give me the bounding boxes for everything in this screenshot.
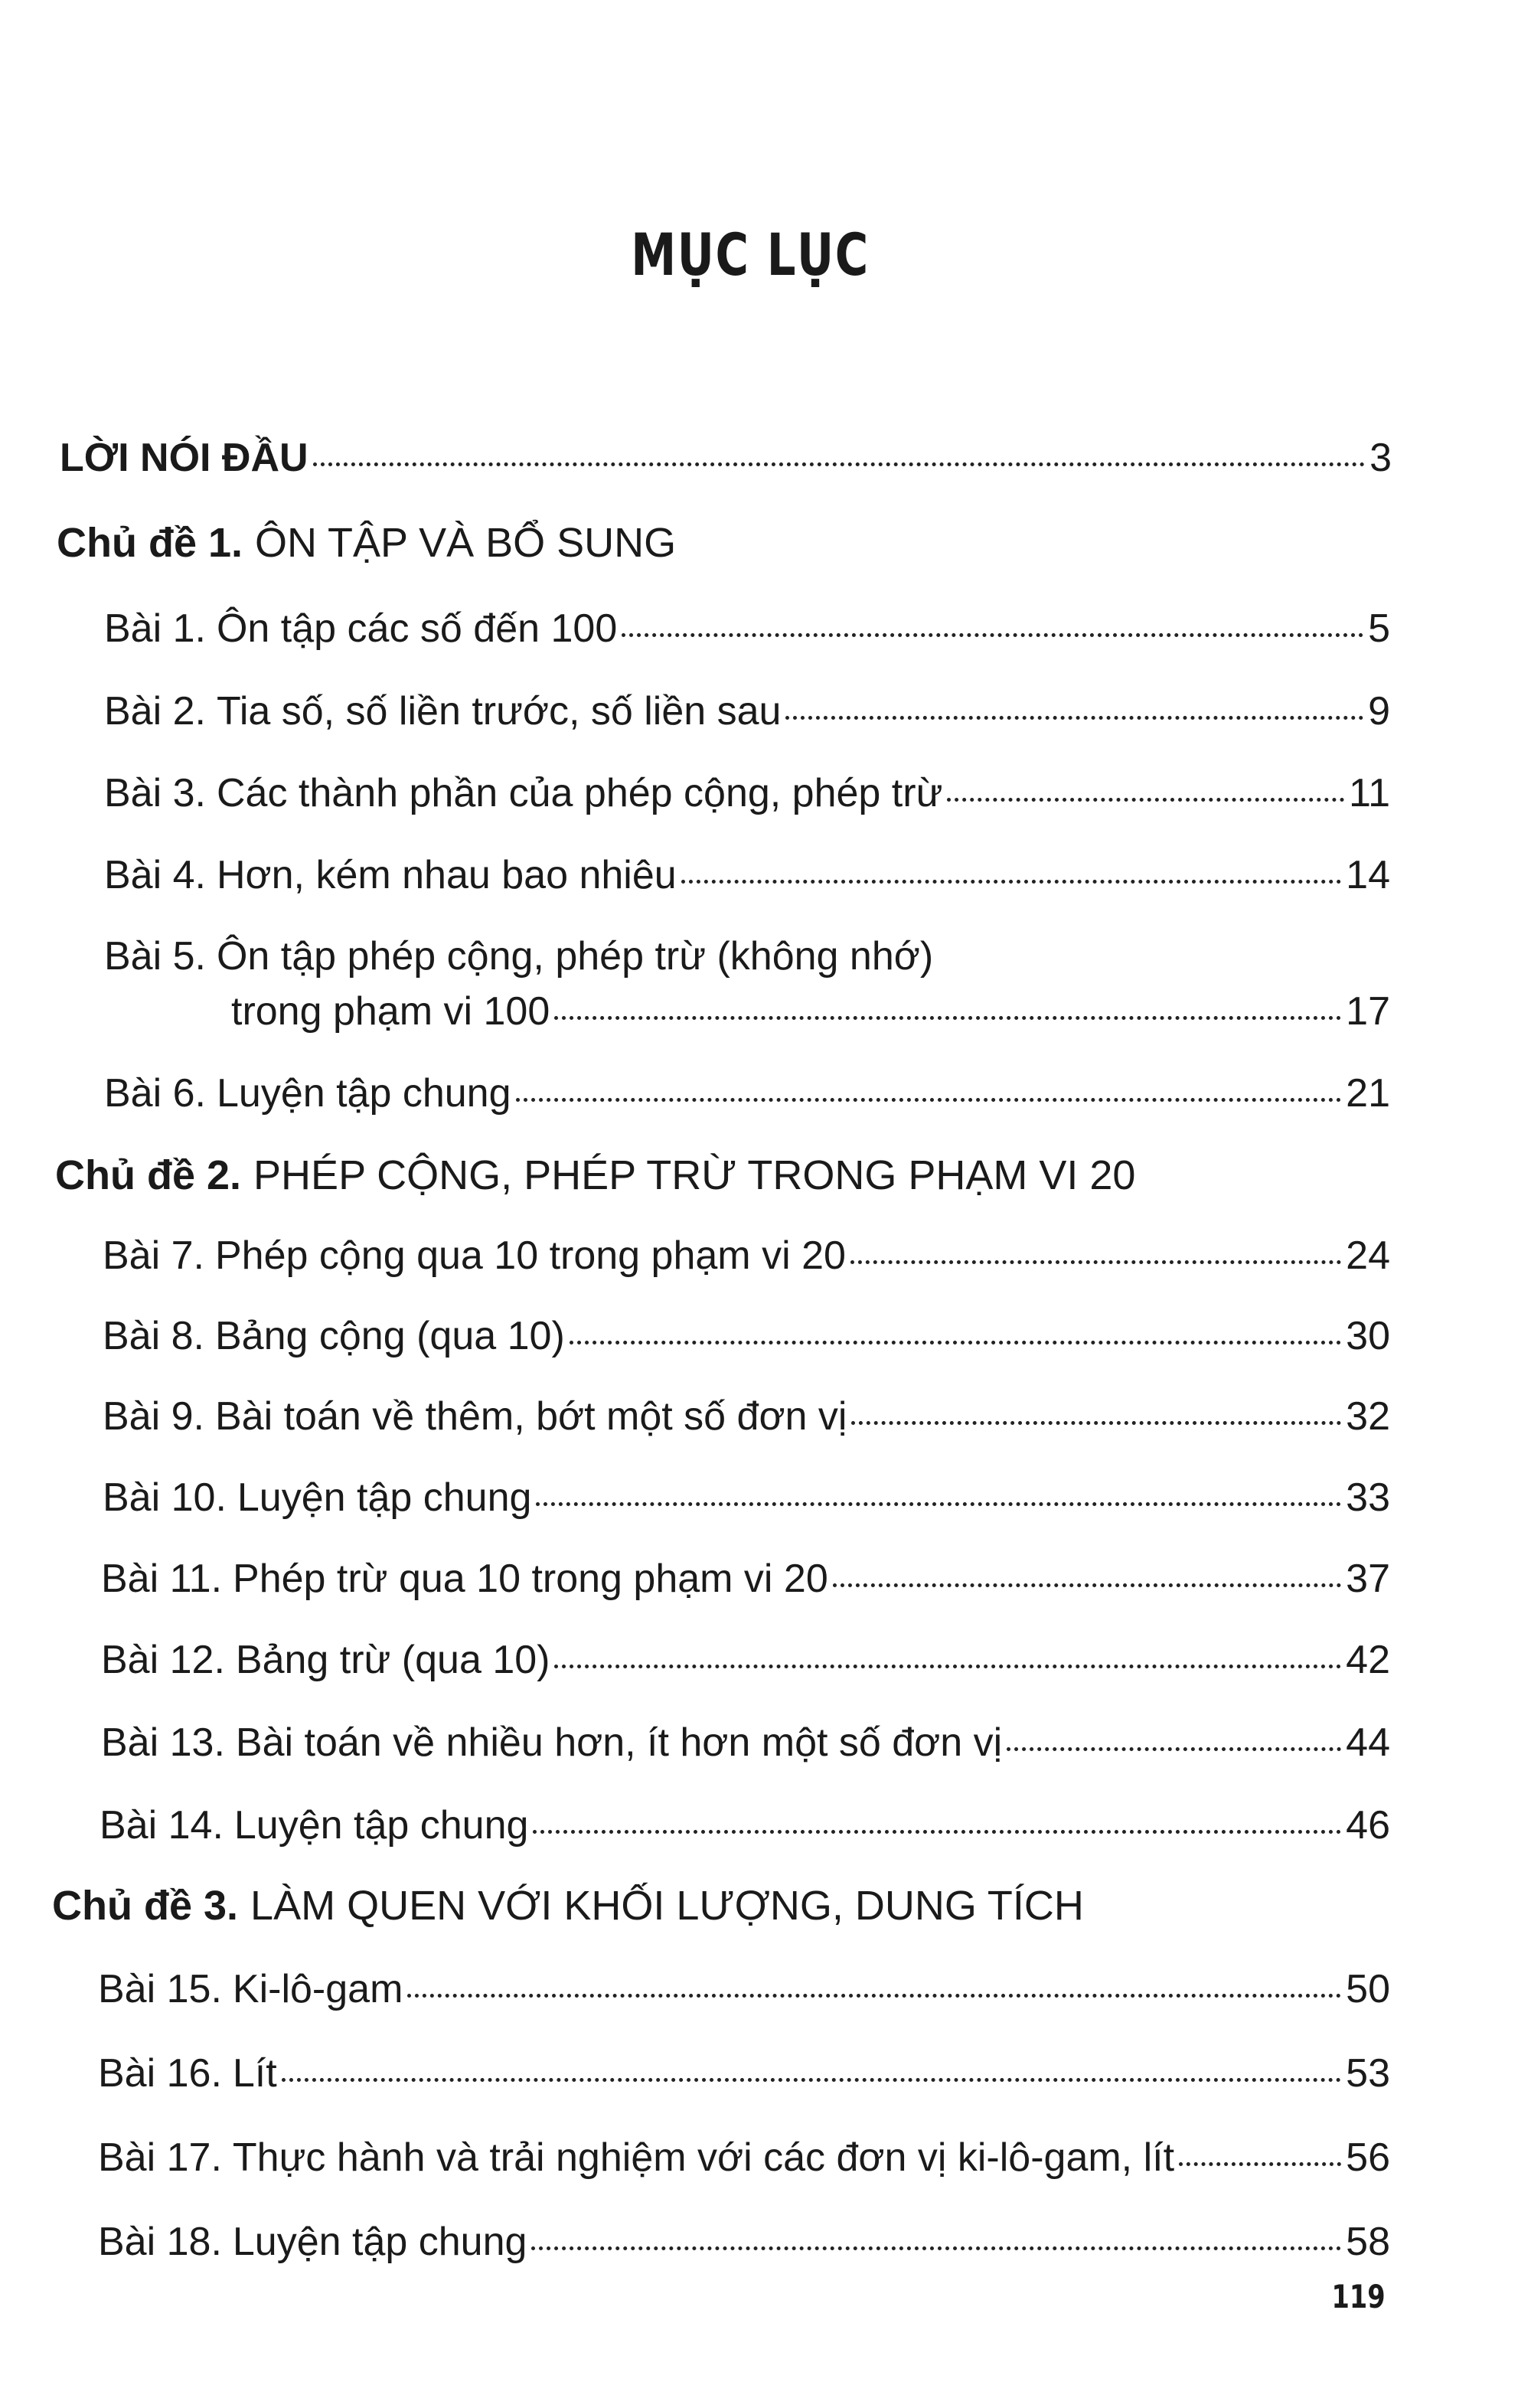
lesson-page: 9 [1368, 689, 1390, 734]
lesson-page: 14 [1346, 853, 1390, 897]
lesson-page: 44 [1346, 1720, 1390, 1765]
lesson-number: Bài 4. [104, 853, 206, 897]
dot-leader [554, 1016, 1341, 1020]
lesson-title: Ki-lô-gam [232, 1967, 403, 2011]
foreword-page: 3 [1369, 436, 1392, 480]
lesson-number: Bài 17. [98, 2135, 222, 2180]
lesson-page: 17 [1346, 989, 1390, 1034]
lesson-number: Bài 15. [98, 1967, 222, 2011]
lesson-number: Bài 12. [101, 1638, 225, 1682]
lesson-page: 37 [1346, 1557, 1390, 1601]
dot-leader [1179, 2162, 1341, 2166]
toc-entry-foreword [60, 438, 1392, 478]
lesson-title: Lít [232, 2051, 277, 2096]
lesson-title: Luyện tập chung [237, 1475, 532, 1520]
toc-entry-lesson-9 [103, 1394, 1390, 1439]
lesson-page: 53 [1346, 2051, 1390, 2096]
lesson-number: Bài 2. [104, 689, 206, 734]
lesson-title: Luyện tập chung [216, 1071, 511, 1116]
toc-entry-lesson-11 [101, 1559, 1390, 1599]
lesson-title: Ôn tập các số đến 100 [216, 606, 618, 651]
dot-leader [313, 462, 1366, 466]
lesson-title: Thực hành và trải nghiệm với các đơn vị ki-lô-gam, lít [232, 2135, 1175, 2180]
lesson-page: 33 [1346, 1475, 1390, 1520]
lesson-title: Bài toán về nhiều hơn, ít hơn một số đơn vị [235, 1720, 1003, 1765]
lesson-page: 5 [1368, 606, 1390, 651]
lesson-page: 42 [1346, 1638, 1390, 1682]
dot-leader [533, 1830, 1341, 1834]
dot-leader [1007, 1747, 1341, 1751]
lesson-number: Bài 16. [98, 2051, 222, 2096]
lesson-title: Bài toán về thêm, bớt một số đơn vị [214, 1394, 847, 1439]
toc-entry-lesson-6 [104, 1071, 1390, 1116]
lesson-number: Bài 10. [103, 1475, 227, 1520]
page-number: 119 [1331, 2278, 1386, 2315]
toc-entry-lesson-18 [98, 2222, 1390, 2262]
dot-leader [851, 1421, 1341, 1425]
lesson-number: Bài 7. [103, 1233, 204, 1278]
lesson-number: Bài 8. [103, 1314, 204, 1358]
dot-leader [681, 880, 1341, 884]
lesson-title: Phép trừ qua 10 trong phạm vi 20 [233, 1557, 828, 1601]
chapter-title: PHÉP CỘNG, PHÉP TRỪ TRONG PHẠM VI 20 [253, 1152, 1136, 1198]
lesson-page: 21 [1346, 1071, 1390, 1116]
toc-entry-lesson-1 [104, 606, 1390, 651]
lesson-page: 32 [1346, 1394, 1390, 1439]
chapter-label: Chủ đề 2. [55, 1152, 242, 1198]
dot-leader [516, 1098, 1342, 1102]
dot-leader [833, 1583, 1341, 1587]
lesson-page: 46 [1346, 1803, 1390, 1848]
lesson-title-continued: trong phạm vi 100 [231, 989, 550, 1034]
lesson-number: Bài 14. [100, 1803, 224, 1848]
lesson-page: 56 [1346, 2135, 1390, 2180]
lesson-number: Bài 11. [101, 1557, 223, 1601]
toc-entry-lesson-12 [101, 1640, 1390, 1680]
lesson-page: 50 [1346, 1967, 1390, 2011]
lesson-number: Bài 5. [104, 934, 206, 979]
toc-entry-lesson-17 [98, 2135, 1390, 2180]
toc-entry-lesson-10 [103, 1475, 1390, 1520]
lesson-title: Tia số, số liền trước, số liền sau [216, 689, 782, 734]
lesson-page: 30 [1346, 1314, 1390, 1358]
toc-entry-lesson-16 [98, 2051, 1390, 2096]
chapter-title: ÔN TẬP VÀ BỔ SUNG [255, 520, 677, 566]
lesson-title: Bảng trừ (qua 10) [235, 1638, 550, 1682]
chapter-label: Chủ đề 1. [57, 520, 243, 566]
lesson-title: Phép cộng qua 10 trong phạm vi 20 [214, 1233, 846, 1278]
toc-entry-lesson-13 [101, 1720, 1390, 1765]
chapter-title: LÀM QUEN VỚI KHỐI LƯỢNG, DUNG TÍCH [250, 1883, 1084, 1929]
lesson-title: Các thành phần của phép cộng, phép trừ [216, 771, 943, 815]
lesson-number: Bài 6. [104, 1071, 206, 1116]
dot-leader [622, 633, 1363, 637]
lesson-title: Ôn tập phép cộng, phép trừ (không nhớ) [216, 934, 934, 979]
chapter-label: Chủ đề 3. [52, 1883, 239, 1929]
toc-entry-lesson-14 [100, 1803, 1390, 1848]
lesson-title: Hơn, kém nhau bao nhiêu [216, 853, 677, 897]
toc-entry-lesson-2 [104, 689, 1390, 734]
dot-leader [282, 2078, 1341, 2082]
toc-entry-lesson-15 [98, 1969, 1390, 2009]
dot-leader [554, 1665, 1341, 1668]
foreword-label: LỜI NÓI ĐẦU [60, 436, 308, 480]
dot-leader [407, 1994, 1341, 1998]
chapter-heading-3 [52, 1883, 1084, 1929]
lesson-number: Bài 1. [104, 606, 206, 651]
page-title: MỤC LỤC [631, 221, 870, 289]
toc-entry-lesson-7 [103, 1233, 1390, 1278]
toc-entry-lesson-5-continued [231, 989, 1390, 1034]
toc-entry-lesson-5 [104, 934, 934, 979]
toc-entry-lesson-3 [104, 773, 1390, 813]
chapter-heading-2 [55, 1152, 1136, 1198]
dot-leader [947, 798, 1344, 802]
dot-leader [536, 1502, 1341, 1506]
toc-entry-lesson-8 [103, 1316, 1390, 1356]
lesson-page: 11 [1349, 771, 1390, 815]
lesson-title: Luyện tập chung [232, 2220, 527, 2264]
lesson-page: 58 [1346, 2220, 1390, 2264]
dot-leader [570, 1341, 1341, 1344]
lesson-title: Luyện tập chung [233, 1803, 529, 1848]
lesson-number: Bài 9. [103, 1394, 204, 1439]
toc-entry-lesson-4 [104, 855, 1390, 895]
lesson-page: 24 [1346, 1233, 1390, 1278]
dot-leader [850, 1260, 1341, 1264]
dot-leader [785, 716, 1363, 720]
lesson-number: Bài 18. [98, 2220, 222, 2264]
dot-leader [531, 2246, 1341, 2250]
lesson-number: Bài 13. [101, 1720, 225, 1765]
lesson-title: Bảng cộng (qua 10) [214, 1314, 565, 1358]
lesson-number: Bài 3. [104, 771, 206, 815]
chapter-heading-1 [57, 522, 676, 564]
